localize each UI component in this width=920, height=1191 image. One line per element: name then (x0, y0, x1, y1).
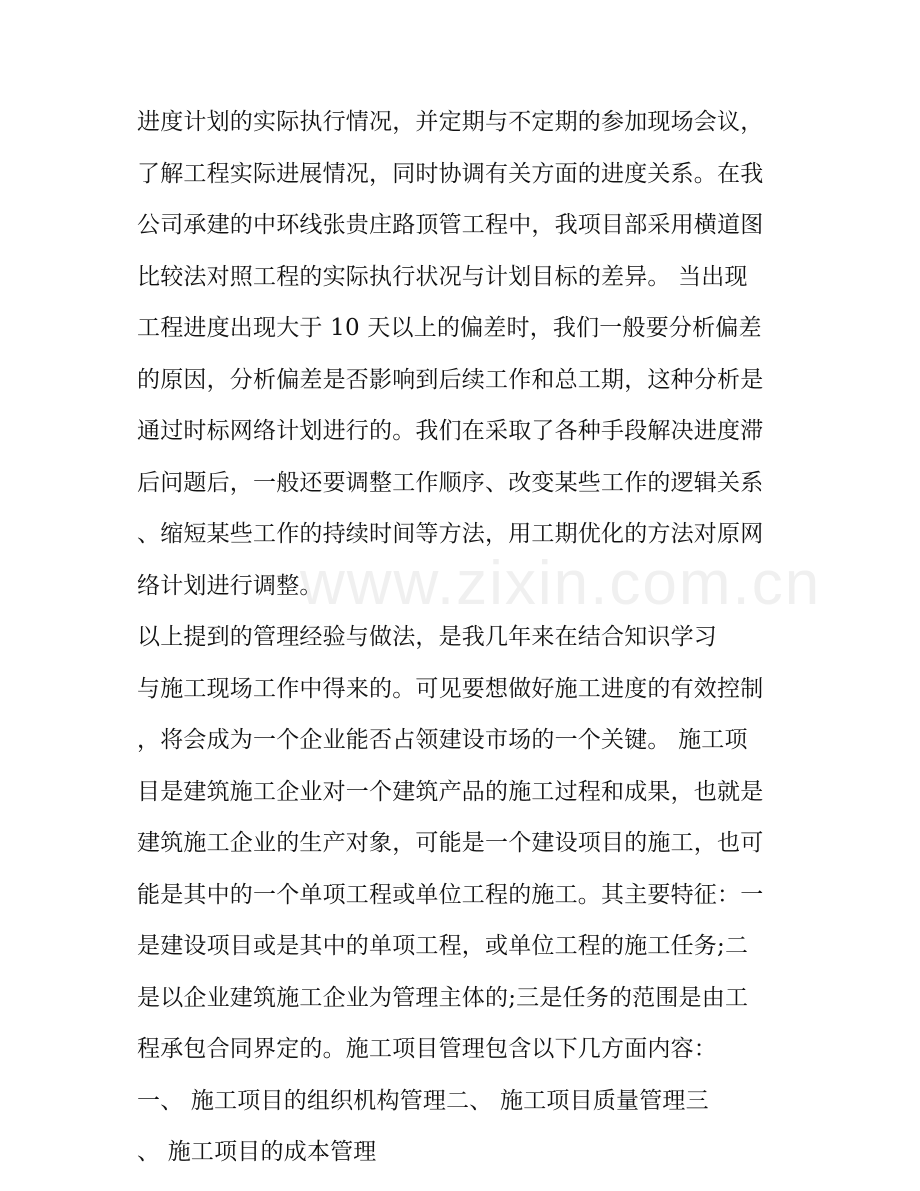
text-line: 目是建筑施工企业对一个建筑产品的施工过程和成果，也就是 (137, 778, 764, 805)
text-line: 后问题后，一般还要调整工作顺序、改变某些工作的逻辑关系 (137, 469, 764, 496)
text-line: 比较法对照工程的实际执行状况与计划目标的差异。 当出现 (137, 263, 748, 290)
text-line: 了解工程实际进展情况，同时协调有关方面的进度关系。在我 (137, 160, 764, 187)
text-line: 程承包合同界定的。施工项目管理包含以下几方面内容： (137, 1036, 717, 1062)
text-line: 以上提到的管理经验与做法，是我几年来在结合知识学习 (137, 624, 717, 650)
watermark: www.zixin.com.cn (300, 549, 822, 618)
text-line: 通过时标网络计划进行的。我们在采取了各种手段解决进度滞 (137, 418, 764, 444)
text-line: 工程进度出现大于 10 天以上的偏差时，我们一般要分析偏差 (137, 315, 762, 341)
text-line: 能是其中的一个单项工程或单位工程的施工。其主要特征：一 (137, 881, 764, 908)
text-line: 建筑施工企业的生产对象，可能是一个建设项目的施工，也可 (137, 830, 764, 856)
body-text (137, 97, 797, 1179)
text-line: 、缩短某些工作的持续时间等方法，用工期优化的方法对原网 (137, 521, 764, 547)
text-line: 一、 施工项目的组织机构管理二、 施工项目质量管理三 (137, 1087, 709, 1114)
text-line: ，将会成为一个企业能否占领建设市场的一个关键。 施工项 (137, 727, 748, 753)
text-line: 、 施工项目的成本管理 (137, 1139, 377, 1165)
text-line: 的原因，分析偏差是否影响到后续工作和总工期，这种分析是 (137, 366, 764, 393)
text-line: 公司承建的中环线张贵庄路顶管工程中，我项目部采用横道图 (137, 212, 764, 238)
text-line: 络计划进行调整。 (137, 572, 323, 599)
text-line: 是以企业建筑施工企业为管理主体的;三是任务的范围是由工 (137, 984, 749, 1011)
text-line: 与施工现场工作中得来的。可见要想做好施工进度的有效控制 (137, 675, 764, 702)
text-line: 进度计划的实际执行情况，并定期与不定期的参加现场会议， (137, 109, 764, 135)
text-line: 是建设项目或是其中的单项工程，或单位工程的施工任务;二 (137, 933, 749, 959)
